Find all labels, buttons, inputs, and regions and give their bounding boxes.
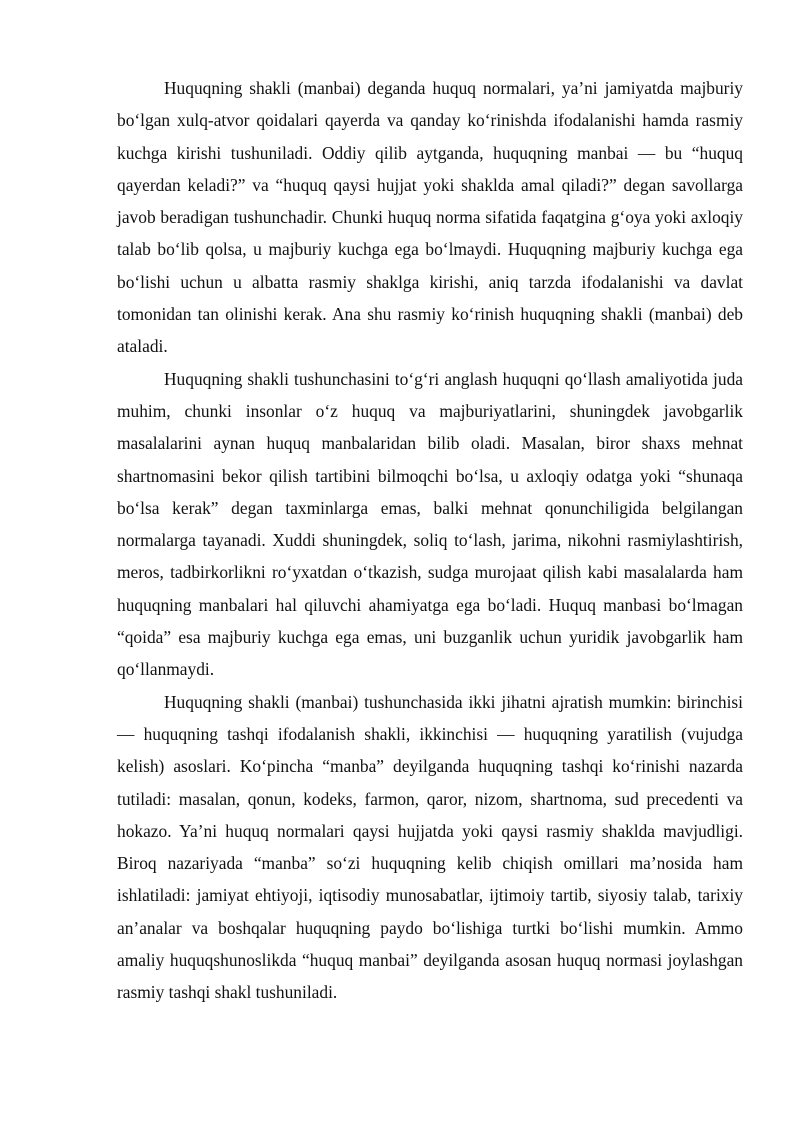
- paragraph-3: Huquqning shakli (manbai) tushunchasida ikki jihatni ajratish mumkin: birinchisi — huquqning tashqi ifodalanish shakli, ikkinchisi — huquqning yaratilish (vujudga kelish) asoslari. Ko‘pincha “manba” deyilganda huquqning tashqi ko‘rinishi nazarda tutiladi: masalan, qonun, kodeks, farmon, qaror, nizom, shartnoma, sud precedenti va hokazo. Ya’ni huquq normalari qaysi hujjatda yoki qaysi rasmiy shaklda mavjudligi. Biroq nazariyada “manba” so‘zi huquqning kelib chiqish omillari ma’nosida ham ishlatiladi: jamiyat ehtiyoji, iqtisodiy munosabatlar, ijtimoiy tartib, siyosiy talab, tarixiy an’analar va boshqalar huquqning paydo bo‘lishiga turtki bo‘lishi mumkin. Ammo amaliy huquqshunoslikda “huquq manbai” deyilganda asosan huquq normasi joylashgan rasmiy tashqi shakl tushuniladi.: [117, 691, 743, 1003]
- paragraph-2: Huquqning shakli tushunchasini to‘g‘ri anglash huquqni qo‘llash amaliyotida juda muhim, chunki insonlar o‘z huquq va majburiyatlarini, shuningdek javobgarlik masalalarini aynan huquq manbalaridan bilib oladi. Masalan, biror shaxs mehnat shartnomasini bekor qilish tartibini bilmoqchi bo‘lsa, u axloqiy odatga yoki “shunaqa bo‘lsa kerak” degan taxminlarga emas, balki mehnat qonunchiligida belgilangan normalarga tayanadi. Xuddi shuningdek, soliq to‘lash, jarima, nikohni rasmiylashtirish, meros, tadbirkorlikni ro‘yxatdan o‘tkazish, sudga murojaat qilish kabi masalalarda ham huquqning manbalari hal qiluvchi ahamiyatga ega bo‘ladi. Huquq manbasi bo‘lmagan “qoida” esa majburiy kuchga ega emas, uni buzganlik uchun yuridik javobgarlik ham qo‘llanmaydi.: [117, 368, 743, 680]
- paragraph-1: Huquqning shakli (manbai) deganda huquq normalari, ya’ni jamiyatda majburiy bo‘lgan xulq-atvor qoidalari qayerda va qanday ko‘rinishda ifodalanishi hamda rasmiy kuchga kirishi tushuniladi. Oddiy qilib aytganda, huquqning manbai — bu “huquq qayerdan keladi?” va “huquq qaysi hujjat yoki shaklda amal qiladi?” degan savollarga javob beradigan tushunchadir. Chunki huquq norma sifatida faqatgina g‘oya yoki axloqiy talab bo‘lib qolsa, u majburiy kuchga ega bo‘lmaydi. Huquqning majburiy kuchga ega bo‘lishi uchun u albatta rasmiy shaklga kirishi, aniq tarzda ifodalanishi va davlat tomonidan tan olinishi kerak. Ana shu rasmiy ko‘rinish huquqning shakli (manbai) deb ataladi.: [117, 78, 743, 357]
- document-page: [117, 72, 743, 1009]
